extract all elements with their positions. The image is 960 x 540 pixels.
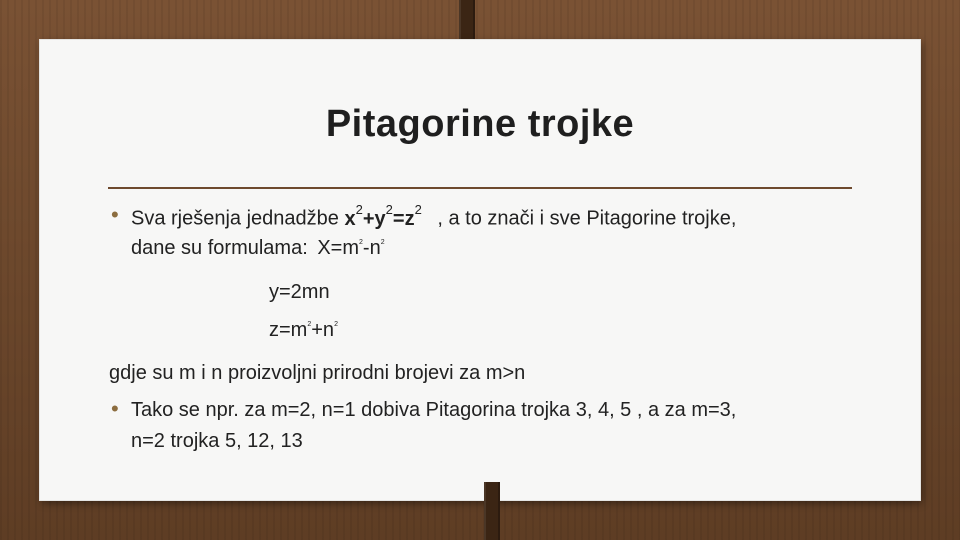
title-divider: [108, 187, 852, 189]
bullet-2-line-2: n=2 trojka 5, 12, 13: [131, 430, 303, 452]
formula-y: y=2mn: [269, 281, 330, 303]
formula-x: $X=m^2-n^2$: [317, 237, 385, 259]
bullet-2-line-1: Tako se npr. za m=2, n=1 dobiva Pitagorina trojka 3, 4, 5 , a za m=3,: [131, 399, 737, 421]
bullet-1-line-2: [131, 237, 385, 260]
slide-title: Pitagorine trojke: [325, 103, 635, 145]
bullet-1-formula-intro: dane su formulama:: [131, 237, 308, 259]
bullet-icon: •: [111, 396, 119, 421]
decorative-strap-bottom: [484, 482, 500, 540]
bullet-1-line-1: [131, 202, 737, 231]
bullet-1-intro: Sva rješenja jednadžbe: [131, 207, 339, 230]
equation: $x^2+y^2=z^2$: [344, 202, 422, 230]
bullet-icon: •: [111, 202, 119, 227]
formula-z: $z=m^2+n^2$: [269, 319, 338, 341]
note-text: gdje su m i n proizvoljni prirodni brojevi za m>n: [109, 362, 526, 384]
bullet-1-continuation: , a to znači i sve Pitagorine trojke,: [437, 207, 737, 230]
